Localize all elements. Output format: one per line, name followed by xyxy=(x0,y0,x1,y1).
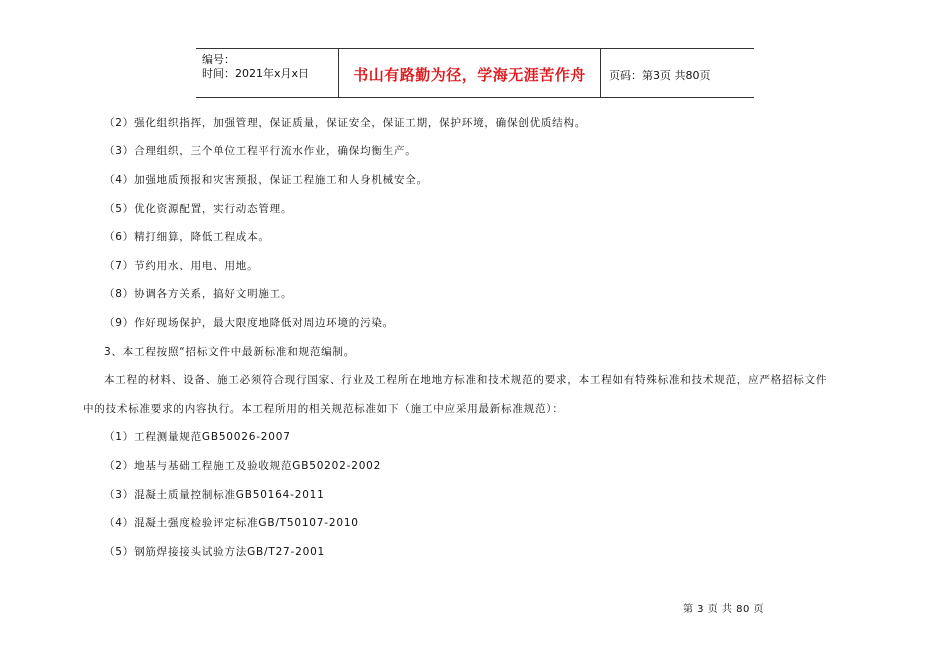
list-item: （4）混凝土强度检验评定标准GB/T50107-2010 xyxy=(104,517,359,529)
list-item: （4）加强地质预报和灾害预报，保证工程施工和人身机械安全。 xyxy=(104,174,428,186)
header-meta xyxy=(196,49,339,97)
number-label: 编号： xyxy=(202,53,235,66)
paragraph-line: 本工程的材料、设备、施工必须符合现行国家、行业及工程所在地地方标准和技术规范的要求，本工程如有特殊标准和技术规范，应严格招标文件 xyxy=(104,374,828,386)
list-item: （6）精打细算，降低工程成本。 xyxy=(104,231,270,243)
list-item: （5）钢筋焊接接头试验方法GB/T27-2001 xyxy=(104,546,326,558)
time-label: 时间：2021年x月x日 xyxy=(202,67,310,80)
list-item: （1）工程测量规范GB50026-2007 xyxy=(104,431,291,443)
list-item: （2）强化组织指挥，加强管理，保证质量，保证安全，保证工期，保护环境，确保创优质结构。 xyxy=(104,117,587,129)
page-header xyxy=(196,48,754,98)
paragraph-line: 中的技术标准要求的内容执行。本工程所用的相关规范标准如下（施工中应采用最新标准规范）： xyxy=(83,403,564,415)
list-item: （5）优化资源配置，实行动态管理。 xyxy=(104,203,293,215)
list-item: （3）合理组织，三个单位工程平行流水作业，确保均衡生产。 xyxy=(104,145,417,157)
header-page-info: 页码：第3页 共80页 xyxy=(609,68,711,82)
list-item: （9）作好现场保护，最大限度地降低对周边环境的污染。 xyxy=(104,317,394,329)
list-item: （2）地基与基础工程施工及验收规范GB50202-2002 xyxy=(104,460,382,472)
list-item: （3）混凝土质量控制标准GB50164-2011 xyxy=(104,489,325,501)
list-item: （7）节约用水、用电、用地。 xyxy=(104,260,259,272)
page-footer: 第 3 页 共 80 页 xyxy=(683,604,764,615)
header-motto: 书山有路勤为径，学海无涯苦作舟 xyxy=(339,49,601,97)
section-heading: 3、本工程按照“招标文件中最新标准和规范编制。 xyxy=(104,346,356,358)
list-item: （8）协调各方关系，搞好文明施工。 xyxy=(104,288,293,300)
